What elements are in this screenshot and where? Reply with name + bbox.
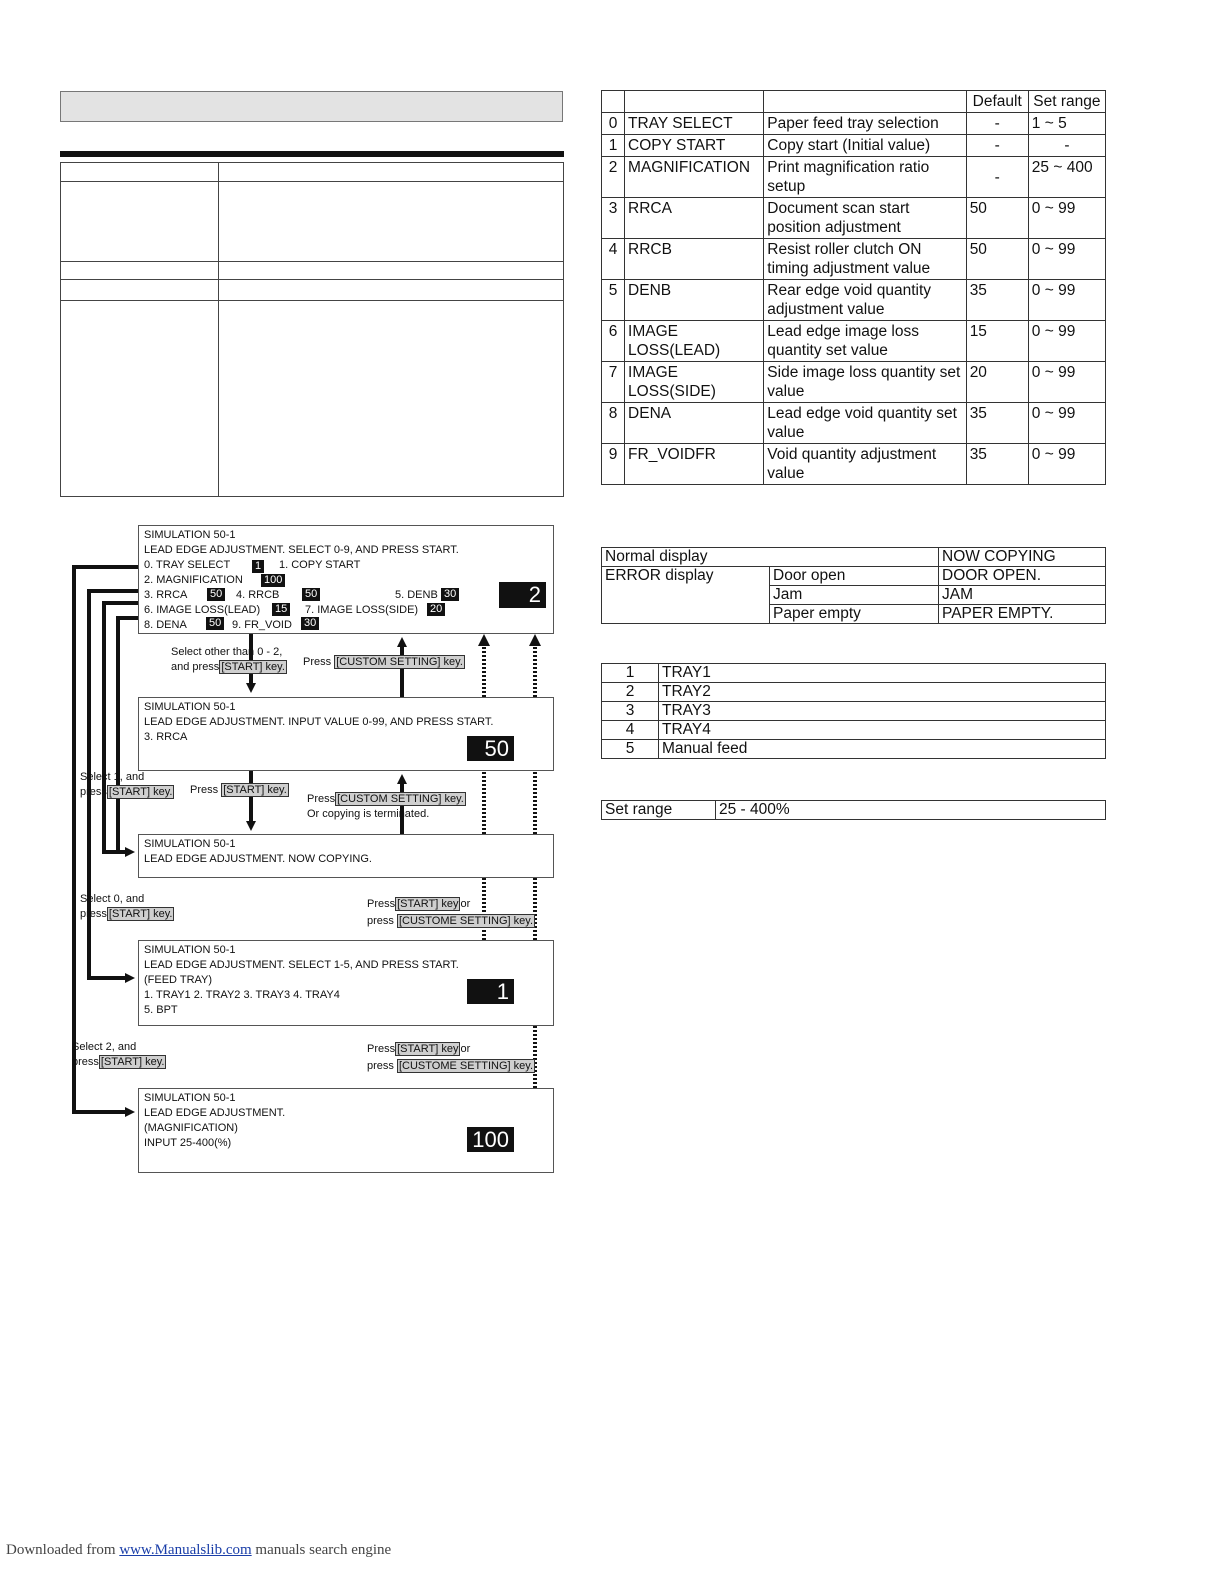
table-row: 3 RRCA Document scan start position adjustment 50 0 ~ 99 [602, 198, 1106, 239]
flow-label: Press [CUSTOM SETTING] key. Or copying is terminated. [307, 793, 464, 820]
table-row: 4 TRAY4 [602, 721, 1106, 740]
screen-feed-tray: SIMULATION 50-1 LEAD EDGE ADJUSTMENT. SELECT 1-5, AND PRESS START. (FEED TRAY) 1. TRAY1 2. TRAY2 3. TRAY3 4. TRAY4 5. BPT 1 [138, 940, 554, 1026]
table-row: 2 MAGNIFICATION Print magnification ratio setup - 25 ~ 400 [602, 157, 1106, 198]
footer: Downloaded from www.Manualslib.com manuals search engine [6, 1542, 392, 1558]
flow-label: Select 0, and press [START] key. [80, 893, 173, 920]
table-row: Set range 25 - 400% [602, 801, 1106, 820]
flow-label: Select other than 0 - 2, and press [START] key. [171, 646, 285, 673]
table-row: 2 TRAY2 [602, 683, 1106, 702]
table-row: 0 TRAY SELECT Paper feed tray selection - 1 ~ 5 [602, 113, 1106, 135]
flow-label: Select 1, and press [START] key. [80, 771, 173, 798]
table-row: 3 TRAY3 [602, 702, 1106, 721]
items-table [601, 90, 1106, 485]
manualslib-link[interactable]: www.Manualslib.com [119, 1542, 252, 1558]
range-header: Set range [1028, 91, 1105, 113]
table-row: 8 DENA Lead edge void quantity set value 35 0 ~ 99 [602, 403, 1106, 444]
items-header-row [602, 91, 1106, 113]
table-row: ERROR display Door open DOOR OPEN. [602, 567, 1106, 586]
table-row: 1 COPY START Copy start (Initial value) - - [602, 135, 1106, 157]
magnification-value: 100 [467, 1127, 514, 1152]
default-header: Default [966, 91, 1028, 113]
screen-magnification: SIMULATION 50-1 LEAD EDGE ADJUSTMENT. (MAGNIFICATION) INPUT 25-400(%) 100 [138, 1088, 554, 1173]
display-table [601, 547, 1106, 624]
screen-main-menu: SIMULATION 50-1 LEAD EDGE ADJUSTMENT. SELECT 0-9, AND PRESS START. 0. TRAY SELECT 1 1. COPY START 2. MAGNIFICATION 100 3. RRCA 50 4. RRCB 50 5. DENB 30 6. IMAGE LOSS(LEAD) 15 7. IMAGE LOSS(SIDE) 20 8. DENA 50 9. FR_VOID 30 2 [138, 525, 554, 634]
table-row: 1 TRAY1 [602, 664, 1106, 683]
table-row: Paper empty PAPER EMPTY. [602, 605, 1106, 624]
flow-label: Press [START] key. [190, 784, 287, 796]
flow-label: Press [START] key or press [CUSTOME SETTING] key. [367, 898, 534, 927]
selected-value: 2 [499, 582, 546, 608]
table-row: 9 FR_VOIDFR Void quantity adjustment value 35 0 ~ 99 [602, 444, 1106, 485]
table-row: 6 IMAGE LOSS(LEAD) Lead edge image loss quantity set value 15 0 ~ 99 [602, 321, 1106, 362]
screen-now-copying: SIMULATION 50-1 LEAD EDGE ADJUSTMENT. NOW COPYING. [138, 834, 554, 878]
table-row: Jam JAM [602, 586, 1106, 605]
table-row: 4 RRCB Resist roller clutch ON timing adjustment value 50 0 ~ 99 [602, 239, 1106, 280]
tray-table [601, 663, 1106, 759]
magnification-table [601, 800, 1106, 820]
table-row: 5 DENB Rear edge void quantity adjustment value 35 0 ~ 99 [602, 280, 1106, 321]
table-row: 7 IMAGE LOSS(SIDE) Side image loss quantity set value 20 0 ~ 99 [602, 362, 1106, 403]
table-row: 5 Manual feed [602, 740, 1106, 759]
table-row: Normal display NOW COPYING [602, 548, 1106, 567]
input-value: 50 [467, 736, 514, 761]
tray-value: 1 [467, 979, 514, 1004]
flow-label: Select 2, and press [START] key. [72, 1041, 165, 1068]
screen-rrca-input: SIMULATION 50-1 LEAD EDGE ADJUSTMENT. INPUT VALUE 0-99, AND PRESS START. 3. RRCA 50 [138, 697, 554, 771]
flow-label: Press [START] key or press [CUSTOME SETTING] key. [367, 1043, 534, 1072]
flow-label: Press [CUSTOM SETTING] key. [303, 656, 463, 668]
